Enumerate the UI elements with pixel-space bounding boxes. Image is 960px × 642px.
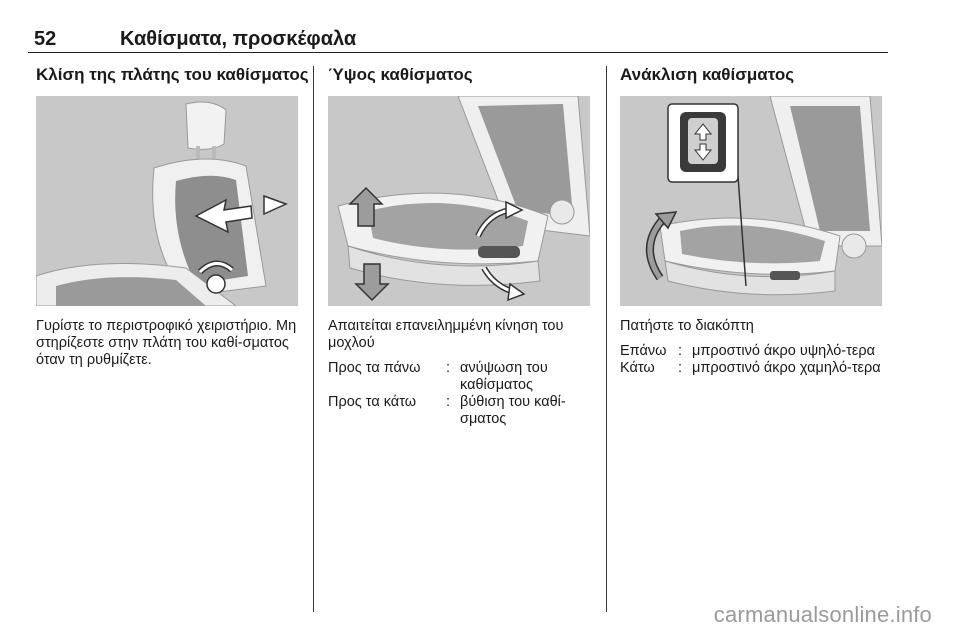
section-backrest-tilt <box>36 64 311 369</box>
list-separator: : <box>446 394 451 410</box>
list-term: Προς τα πάνω <box>328 360 421 376</box>
section-body: Απαιτείται επανειλημμένη κίνηση του μοχλού <box>328 318 564 351</box>
page-number: 52 <box>34 28 57 50</box>
watermark: carmanualsonline.info <box>713 602 932 627</box>
column-divider <box>606 66 607 612</box>
page-header <box>28 26 888 53</box>
definition-list <box>328 360 590 428</box>
section-title: Ανάκλιση καθίσματος <box>620 65 795 84</box>
section-seat-height <box>328 64 603 428</box>
definition-list <box>620 343 882 377</box>
section-body: Γυρίστε το περιστροφικό χειριστήριο. Μη στηρίζεστε στην πλάτη του καθί-σματος όταν τη ρυθμίζετε. <box>36 318 297 368</box>
list-separator: : <box>446 360 451 376</box>
section-seat-tilt <box>620 64 895 377</box>
section-title: Ύψος καθίσματος <box>328 65 473 84</box>
list-item <box>328 360 590 394</box>
illustration-height-lever <box>328 96 590 306</box>
list-item <box>620 343 882 360</box>
list-description: ανύψωση του καθίσματος <box>460 360 548 393</box>
chapter-title: Καθίσματα, προσκέφαλα <box>120 28 357 50</box>
section-body: Πατήστε το διακόπτη <box>620 318 754 334</box>
list-term: Προς τα κάτω <box>328 394 417 410</box>
section-title: Κλίση της πλάτης του καθίσματος <box>36 65 309 84</box>
list-separator: : <box>678 360 683 376</box>
illustration-tilt-switch <box>620 96 882 306</box>
list-description: μπροστινό άκρο χαμηλό-τερα <box>692 360 881 376</box>
list-term: Επάνω <box>620 343 667 359</box>
list-item <box>328 394 590 428</box>
list-description: μπροστινό άκρο υψηλό-τερα <box>692 343 875 359</box>
column-divider <box>313 66 314 612</box>
list-term: Κάτω <box>620 360 655 376</box>
list-description: βύθιση του καθί-σματος <box>460 394 566 427</box>
illustration-backrest-knob <box>36 96 298 306</box>
list-separator: : <box>678 343 683 359</box>
list-item <box>620 360 882 377</box>
